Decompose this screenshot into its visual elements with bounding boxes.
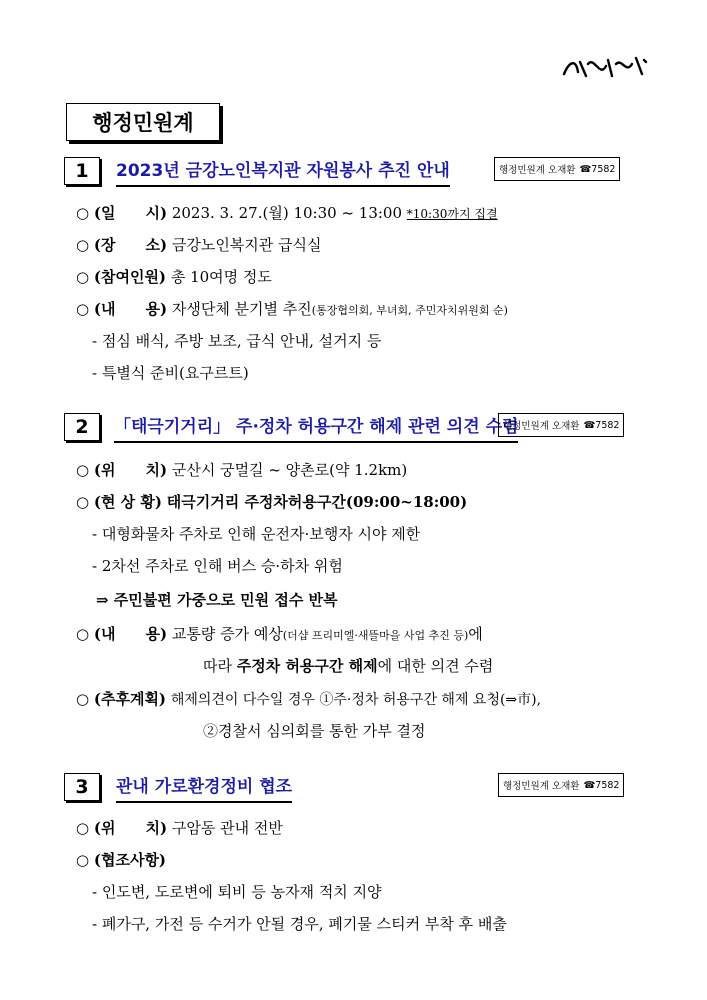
section-title: 관내 가로환경정비 협조 [116,773,292,803]
contact-phone: ☎7582 [579,163,616,175]
list-item [76,264,272,290]
item-label: (장 소) [93,236,168,254]
bullet-icon: ○ [76,268,90,286]
list-item [76,457,407,483]
item-label: (위 치) [93,819,168,837]
bullet-icon: ○ [76,236,90,254]
contact-name: 행정민원계 오재환 [499,165,576,176]
bullet-icon: ○ [76,493,90,511]
item-value: 구암동 관내 전반 [171,819,283,837]
continuation-text: 따라 [203,657,237,675]
section-title: 2023년 금강노인복지관 자원봉사 추진 안내 [116,157,450,187]
contact-badge [498,413,624,437]
contact-badge [498,773,624,797]
item-continuation: ②경찰서 심의회를 통한 가부 결정 [203,722,426,740]
item-label: (참여인원) [93,268,167,286]
item-label: (내 용) [93,625,168,643]
item-label: (협조사항) [93,851,167,869]
item-small: (더샵 프리미엘·새뜰마을 사업 추진 등) [282,629,469,642]
item-label: (추후계획) [93,690,167,708]
contact-name: 행정민원계 오재환 [503,781,580,792]
signature-logo [560,52,650,82]
section-title: 「태극기거리」 주·정차 허용구간 해제 관련 의견 수렴 [114,413,518,443]
continuation-text-end: 에 대한 의견 수렴 [377,657,494,675]
item-value: 금강노인복지관 급식실 [171,236,322,254]
item-value: 총 10여명 정도 [170,268,272,286]
list-item [76,232,322,258]
contact-phone: ☎7582 [583,419,620,431]
bullet-icon: ○ [76,300,90,318]
item-label: (내 용) [93,300,168,318]
section-number: 2 [64,413,100,441]
item-label: (현 상 황) [93,493,162,511]
list-item [76,200,498,226]
bullet-icon: ○ [76,461,90,479]
list-item [76,686,541,712]
sub-item: - 폐가구, 가전 등 수거가 안될 경우, 폐기물 스티커 부착 후 배출 [92,915,507,933]
item-label: (일 시) [93,204,168,222]
item-value: 교통량 증가 예상 [171,625,283,643]
sub-item: - 2차선 주차로 인해 버스 승·하차 위험 [92,557,343,575]
bullet-icon: ○ [76,851,90,869]
item-note: *10:30까지 집결 [406,207,498,221]
bullet-icon: ○ [76,625,90,643]
section-2-header [64,413,640,443]
contact-name: 행정민원계 오재환 [503,421,580,432]
list-item [76,847,166,873]
section-number: 3 [64,773,100,801]
sub-item: - 점심 배식, 주방 보조, 급식 안내, 설거지 등 [92,332,382,350]
department-title: 행정민원계 [66,103,220,141]
result-note: ⇒ 주민불편 가중으로 민원 접수 반복 [96,591,338,609]
list-item [76,621,483,647]
sub-item: - 인도변, 도로변에 퇴비 등 농자재 적치 지양 [92,883,382,901]
item-value: 2023. 3. 27.(월) 10:30 ~ 13:00 [171,204,403,222]
contact-badge [494,157,620,181]
contact-phone: ☎7582 [583,779,620,791]
item-small: (통장협의회, 부녀회, 주민자치위원회 순) [311,304,508,317]
bullet-icon: ○ [76,204,90,222]
section-3-header [64,773,640,803]
item-value: 태극기거리 주정차허용구간(09:00~18:00) [166,493,468,511]
bullet-icon: ○ [76,690,90,708]
item-value-end: 에 [468,625,483,643]
section-number: 1 [64,157,100,185]
item-value: 군산시 궁멀길 ~ 양촌로(약 1.2km) [171,461,408,479]
item-value: 자생단체 분기별 추진 [171,300,312,318]
sub-item: - 대형화물차 주차로 인해 운전자·보행자 시야 제한 [92,525,421,543]
item-value: 해제의견이 다수일 경우 ①주·정차 허용구간 해제 요청(⇒市), [170,692,542,708]
item-label: (위 치) [93,461,168,479]
list-item [76,815,283,841]
sub-item: - 특별식 준비(요구르트) [92,364,249,382]
list-item [76,489,467,515]
continuation-bold: 주정차 허용구간 해제 [236,657,378,675]
list-item [76,296,508,322]
bullet-icon: ○ [76,819,90,837]
section-1-header [64,157,640,187]
item-continuation [203,653,493,679]
